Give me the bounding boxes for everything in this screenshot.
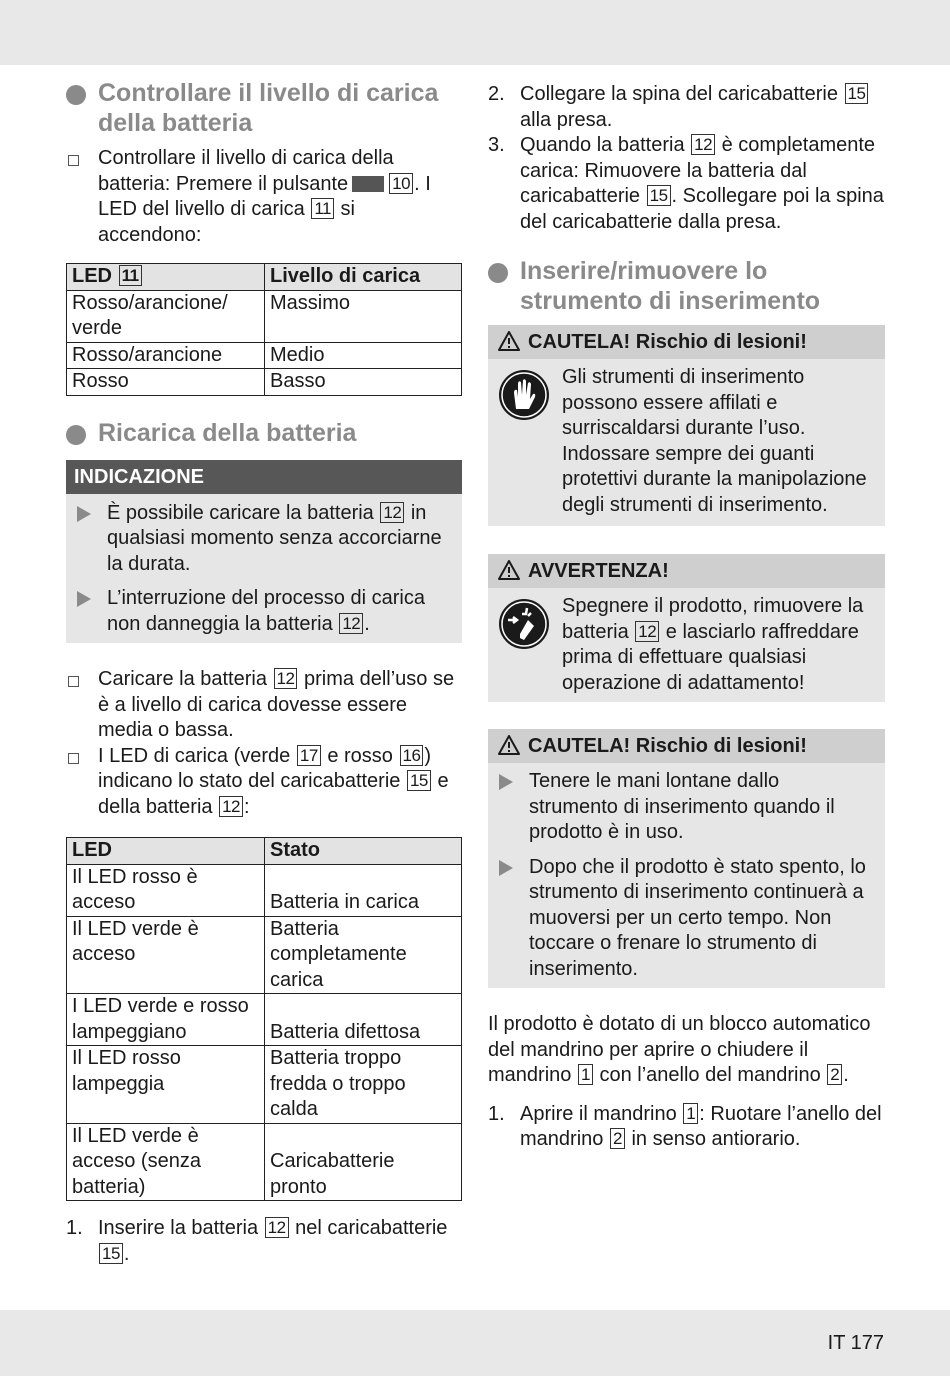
bullet-text: È possibile caricare la batteria [107,501,374,524]
checkbox-square-icon [68,155,79,166]
ref-number: 12 [274,668,298,689]
ref-number: 12 [635,621,659,642]
ref-number: 12 [691,134,715,155]
table-cell: Il LED rosso lampeggia [67,1046,265,1124]
table-cell: Il LED verde è acceso (senza batteria) [67,1123,265,1201]
checkbox-square-icon [68,753,79,764]
ref-number: 10 [389,173,413,194]
note-box [66,460,462,644]
arrow-bullet-icon [77,591,91,607]
table-row [67,916,462,994]
step-number: 1. [66,1217,83,1239]
item-text: e della batteria [98,770,449,818]
item-text: e rosso [327,744,393,767]
heading-text: Inserire/rimuovere lo strumento di inserimento [520,257,821,315]
table-row [67,342,462,369]
table-cell: Caricabatterie pronto [265,1123,462,1201]
gloves-icon [498,369,550,421]
step-text: alla presa. [520,108,613,131]
caution-text: Gli strumenti di inserimento possono essere affilati e surriscaldarsi durante l’uso. Indossare sempre dei guanti protettivi durante la manipolazione degli strumenti di inserimento. [562,366,867,516]
table-row [67,369,462,396]
footer-band [0,1310,950,1376]
heading-charging [66,418,462,448]
table-row [67,290,462,342]
left-column [66,78,462,1267]
table-row [67,994,462,1046]
bullet-text: L’interruzione del processo di carica non danneggia la batteria [107,587,425,635]
table-cell: Batteria in carica [265,864,462,916]
heading-text: Controllare il livello di carica della batteria [98,79,439,137]
led-status-table [66,837,462,1201]
arrow-bullet-icon [499,860,513,876]
ref-number: 12 [339,613,363,634]
table-header: Stato [265,838,462,865]
bullet-text: in qualsiasi momento senza accorciarne la durata. [107,501,442,575]
ref-number: 16 [400,745,424,766]
note-bullet [66,501,462,578]
warning-text: e lasciarlo raffreddare prima di effettuare qualsiasi operazione di adattamento! [562,620,859,694]
warning-triangle-icon [498,735,520,755]
header-band [0,0,950,65]
ref-number: 15 [407,770,431,791]
ref-number: 12 [265,1217,289,1238]
caution-bullet [488,855,873,983]
page-number: IT 177 [827,1332,884,1354]
ref-number: 11 [119,265,142,286]
table-cell: Il LED verde è acceso [67,916,265,994]
step-text: è completamente carica: Rimuovere la batteria dal caricabatterie [520,134,876,207]
warning-header [488,554,885,588]
bullet-dot-icon [66,85,86,105]
table-cell: Rosso/arancione [67,342,265,369]
caution-header [488,729,885,763]
right-column [488,82,885,1153]
heading-check-charge [66,78,462,138]
bullet-dot-icon [488,263,508,283]
checkbox-square-icon [68,676,79,687]
note-bullet: L’interruzione del processo di carica non danneggia la batteria 12 . [66,586,462,637]
table-cell: Basso [265,369,462,396]
ref-number: 12 [219,796,243,817]
ref-number: 15 [845,83,869,104]
step-number: 1. [488,1102,505,1125]
bullet-dot-icon [66,425,86,445]
arrow-bullet-icon [77,506,91,522]
heading-insert-tool [488,256,885,316]
caution-body [488,359,885,526]
item-text: si accendono: [98,198,355,246]
ref-number: 2 [827,1064,842,1085]
caution-title: CAUTELA! Rischio di lesioni! [528,331,807,353]
ref-number: 2 [610,1128,625,1149]
step-remove-battery: 3. Quando la batteria 12 è completamente carica: Rimuovere la batteria dal caricabatterie 15 . Scollegare poi la spina del caricabatterie dalla presa. [488,134,884,233]
table-header: LED 11 [67,264,265,291]
warning-triangle-icon [498,331,520,351]
table-row [67,1123,462,1201]
heading-text: Ricarica della batteria [98,418,357,447]
ref-number: 15 [99,1243,123,1264]
step-text: Scollegare poi la spina del caricabatterie dalla presa. [520,185,884,233]
step-text: : Ruotare l’anello del mandrino [520,1102,882,1150]
table-cell: Rosso [67,369,265,396]
ref-number: 1 [578,1064,593,1085]
note-label: INDICAZIONE [66,460,462,494]
item-text: I LED di carica (verde [98,744,291,767]
caution-list [488,763,885,988]
item-text: I LED del livello di carica [98,172,431,220]
caution-box-hands [488,729,885,988]
step-open-chuck [488,1102,885,1153]
button-symbol-icon [352,176,384,192]
item-text: Controllare il livello di carica della batteria: Premere il pulsante [98,147,394,195]
step-text: nel caricabatterie [295,1217,448,1239]
step-plug-charger [488,82,885,133]
warning-box-unplug [488,554,885,702]
table-row [67,864,462,916]
bullet-text: Tenere le mani lontane dallo strumento di inserimento quando il prodotto è in uso. [529,770,835,843]
table-cell: I LED verde e rosso lampeggiano [67,994,265,1046]
warning-text: Spegnere il prodotto, rimuovere la batteria [562,595,864,643]
step-text: Inserire la batteria [98,1217,259,1239]
table-header: Livello di carica [265,264,462,291]
check-charge-item: Controllare il livello di carica della batteria: Premere il pulsante 10 . I LED del livello di carica 11 si accendono: [66,146,462,248]
table-cell: Rosso/arancione/ verde [67,290,265,342]
caution-header [488,325,885,359]
led-item: I LED di carica (verde 17 e rosso 16 ) indicano lo stato del caricabatterie 15 e della batteria 12 : [66,744,462,821]
step-number: 3. [488,134,505,156]
charge-item [66,667,462,744]
step-number: 2. [488,83,505,105]
ref-number: 1 [683,1103,698,1124]
arrow-bullet-icon [499,774,513,790]
item-text: Caricare la batteria [98,668,267,690]
caution-bullet [488,769,873,846]
step-text: Collegare la spina del caricabatterie [520,83,838,105]
table-cell: Batteria completamente carica [265,916,462,994]
table-cell: Il LED rosso è acceso [67,864,265,916]
step-text: Quando la batteria [520,134,685,156]
para-text: Il prodotto è dotato di un blocco automatico del mandrino per aprire o chiudere il mandrino [488,1013,871,1086]
step-insert-battery: 1. Inserire la batteria 12 nel caricabatterie 15 . [66,1217,448,1265]
table-row [67,1046,462,1124]
table-cell: Medio [265,342,462,369]
ref-number: 12 [380,502,404,523]
item-text: prima dell’uso se è a livello di carica dovesse essere media o bassa. [98,668,455,741]
step-text: in senso antiorario. [631,1128,801,1150]
bullet-text: Dopo che il prodotto è stato spento, lo strumento di inserimento continuerà a muoversi per un certo tempo. Non toccare o frenare lo strumento di inserimento. [529,855,866,980]
charge-level-table [66,263,462,396]
ref-number: 17 [297,745,321,766]
warning-triangle-icon [498,560,520,580]
chuck-lock-paragraph: Il prodotto è dotato di un blocco automatico del mandrino per aprire o chiudere il mandrino 1 con l’anello del mandrino 2 . [488,1013,871,1086]
caution-box-gloves [488,325,885,526]
table-cell: Batteria troppo fredda o troppo calda [265,1046,462,1124]
warning-body [488,588,885,702]
para-text: con l’anello del mandrino [599,1064,821,1086]
ref-number: 11 [311,198,334,219]
step-text: Aprire il mandrino [520,1102,677,1125]
table-cell: Massimo [265,290,462,342]
ref-number: 15 [647,185,671,206]
caution-title: CAUTELA! Rischio di lesioni! [528,735,807,757]
warning-title: AVVERTENZA! [528,560,669,582]
table-cell: Batteria difettosa [265,994,462,1046]
unplug-icon [498,598,550,650]
item-text: ) indicano lo stato del caricabatterie [98,744,432,792]
table-header: LED [67,838,265,865]
